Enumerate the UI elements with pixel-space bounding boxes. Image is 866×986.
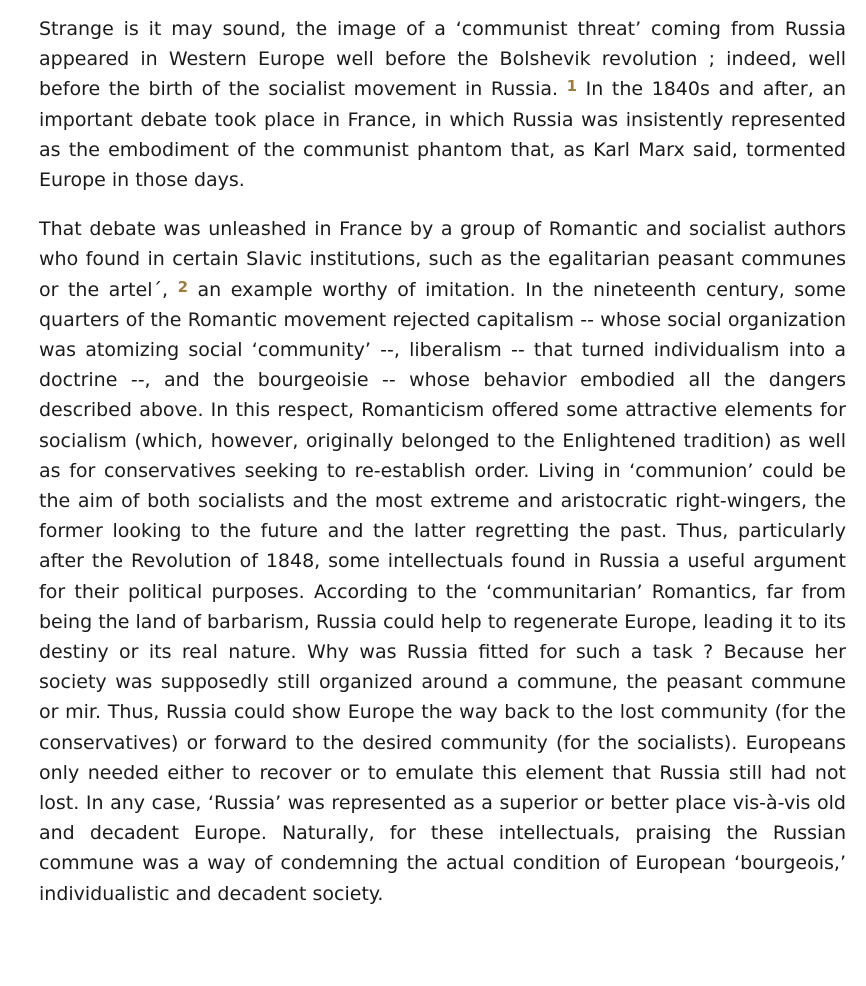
paragraph-1-text-b: In the 1840s and after, an important debate took place in France, in which Russia was insistently represented as the embodiment of the communist phantom that, as Karl Marx said, tormented Europe in those days. xyxy=(39,78,847,192)
paragraph-2 xyxy=(39,214,846,909)
footnote-ref-2[interactable]: 2 xyxy=(177,277,189,296)
paragraph-1 xyxy=(39,14,846,195)
paragraph-1-text-a: Strange is it may sound, the image of a ‘communist threat’ coming from Russia appeared in Western Europe well before the Bolshevik revolution ; indeed, well before the birth of the socialist movement in Russia. xyxy=(39,18,846,101)
footnote-ref-1[interactable]: 1 xyxy=(566,77,578,96)
paragraph-2-text-b: an example worthy of imitation. In the nineteenth century, some quarters of the Romantic movement rejected capitalism -- whose social organization was atomizing social ‘community’ --, liberalism -- that turned individualism into a doctrine --, and the bourgeoisie -- whose behavior embodied all the dangers described above. In this respect, Romanticism offered some attractive elements for socialism (which, however, originally belonged to the Enlightened tradition) as well as for conservatives seeking to re-establish order. Living in ‘communion’ could be the aim of both socialists and the most extreme and aristocratic right-wingers, the former looking to the future and the latter regretting the past. Thus, particularly after the Revolution of 1848, some intellectuals found in Russia a useful argument for their political purposes. According to the ‘communitarian’ Romantics, far from being the land of barbarism, Russia could help to regenerate Europe, leading it to its destiny or its real nature. Why was Russia fitted for such a task ? Because her society was supposedly still organized around a commune, the peasant commune or mir. Thus, Russia could show Europe the way back to the lost community (for the conservatives) or forward to the desired community (for the socialists). Europeans only needed either to recover or to emulate this element that Russia still had not lost. In any case, ‘Russia’ was represented as a superior or better place vis-à-vis old and decadent Europe. Naturally, for these intellectuals, praising the Russian commune was a way of condemning the actual condition of European ‘bourgeois,’ individualistic and decadent society. xyxy=(39,278,846,905)
paragraph-2-text-a: That debate was unleashed in France by a group of Romantic and socialist authors who found in certain Slavic institutions, such as the egalitarian peasant communes or the artel´, xyxy=(39,218,846,301)
